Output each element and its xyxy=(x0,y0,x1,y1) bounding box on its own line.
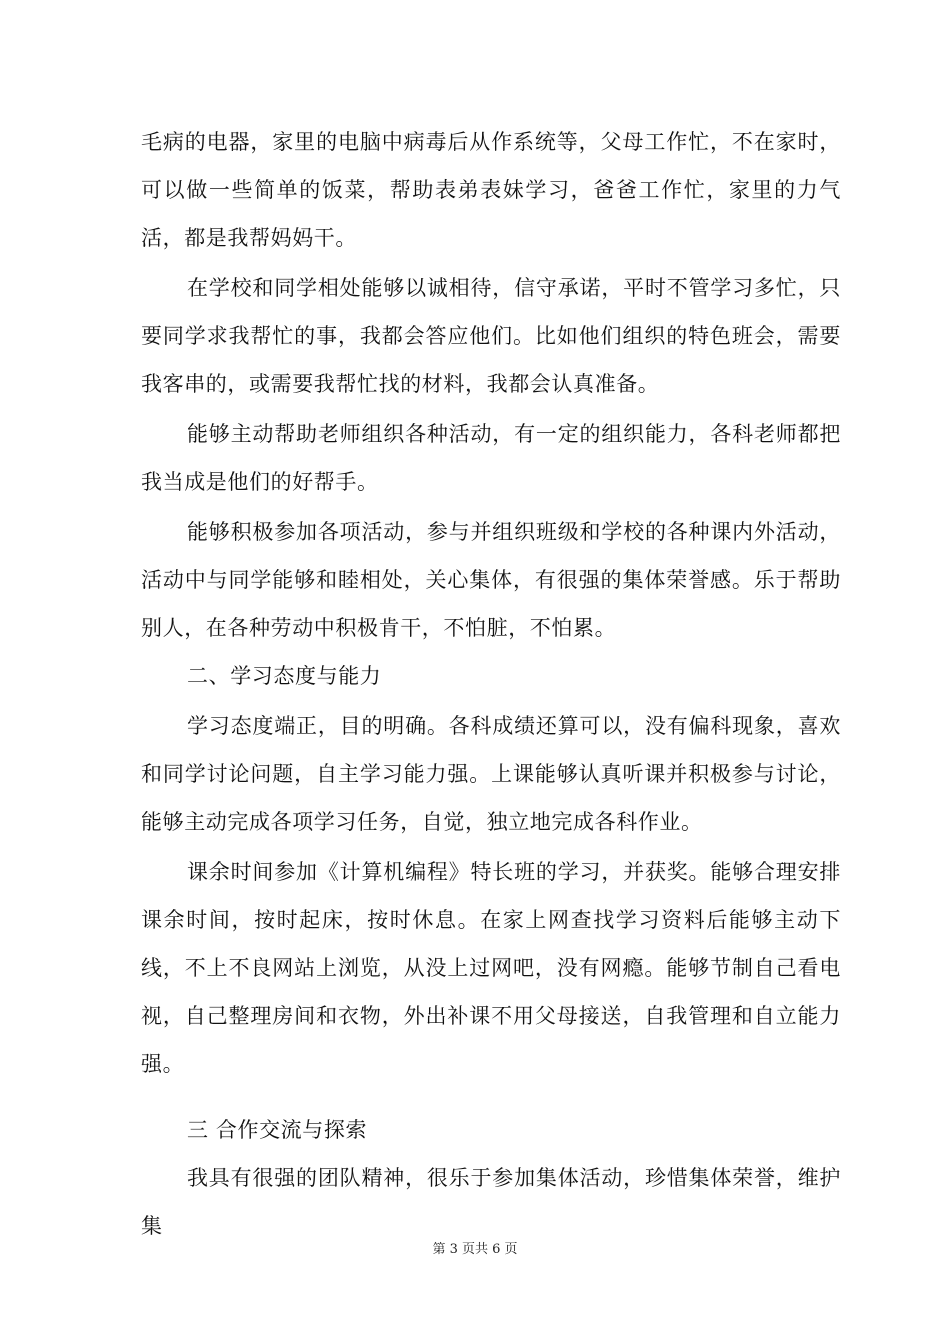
section-heading-cooperation: 三 合作交流与探索 xyxy=(187,1118,368,1142)
paragraph-activities: 能够积极参加各项活动，参与并组织班级和学校的各种课内外活动，活动中与同学能够和睦相处，关心集体，有很强的集体荣誉感。乐于帮助别人，在各种劳动中积极肯干，不怕脏，不怕累。 xyxy=(141,520,841,640)
paragraph-study-attitude: 学习态度端正，目的明确。各科成绩还算可以，没有偏科现象，喜欢和同学讨论问题，自主学习能力强。上课能够认真听课并积极参与讨论，能够主动完成各项学习任务，自觉，独立地完成各科作业。 xyxy=(141,714,841,834)
paragraph-school-relations: 在学校和同学相处能够以诚相待，信守承诺，平时不管学习多忙，只要同学求我帮忙的事，我都会答应他们。比如他们组织的特色班会，需要我客串的，或需要我帮忙找的材料，我都会认真准备。 xyxy=(141,276,841,396)
page-footer: 第 3 页共 6 页 xyxy=(432,1242,518,1257)
paragraph-team-spirit: 我具有很强的团队精神，很乐于参加集体活动，珍惜集体荣誉，维护集 xyxy=(141,1166,841,1238)
paragraph-spare-time: 课余时间参加《计算机编程》特长班的学习，并获奖。能够合理安排课余时间，按时起床，按时休息。在家上网查找学习资料后能够主动下线，不上不良网站上浏览，从没上过网吧，没有网瘾。能够节制自己看电视，自己整理房间和衣物，外出补课不用父母接送，自我管理和自立能力强。 xyxy=(141,860,841,1076)
paragraph-continuation: 毛病的电器，家里的电脑中病毒后从作系统等，父母工作忙，不在家时，可以做一些简单的饭菜，帮助表弟表妹学习，爸爸工作忙，家里的力气活，都是我帮妈妈干。 xyxy=(141,130,841,250)
document-body xyxy=(141,118,841,1250)
paragraph-helping-teachers: 能够主动帮助老师组织各种活动，有一定的组织能力，各科老师都把我当成是他们的好帮手。 xyxy=(141,422,841,494)
section-heading-study: 二、学习态度与能力 xyxy=(187,664,382,688)
